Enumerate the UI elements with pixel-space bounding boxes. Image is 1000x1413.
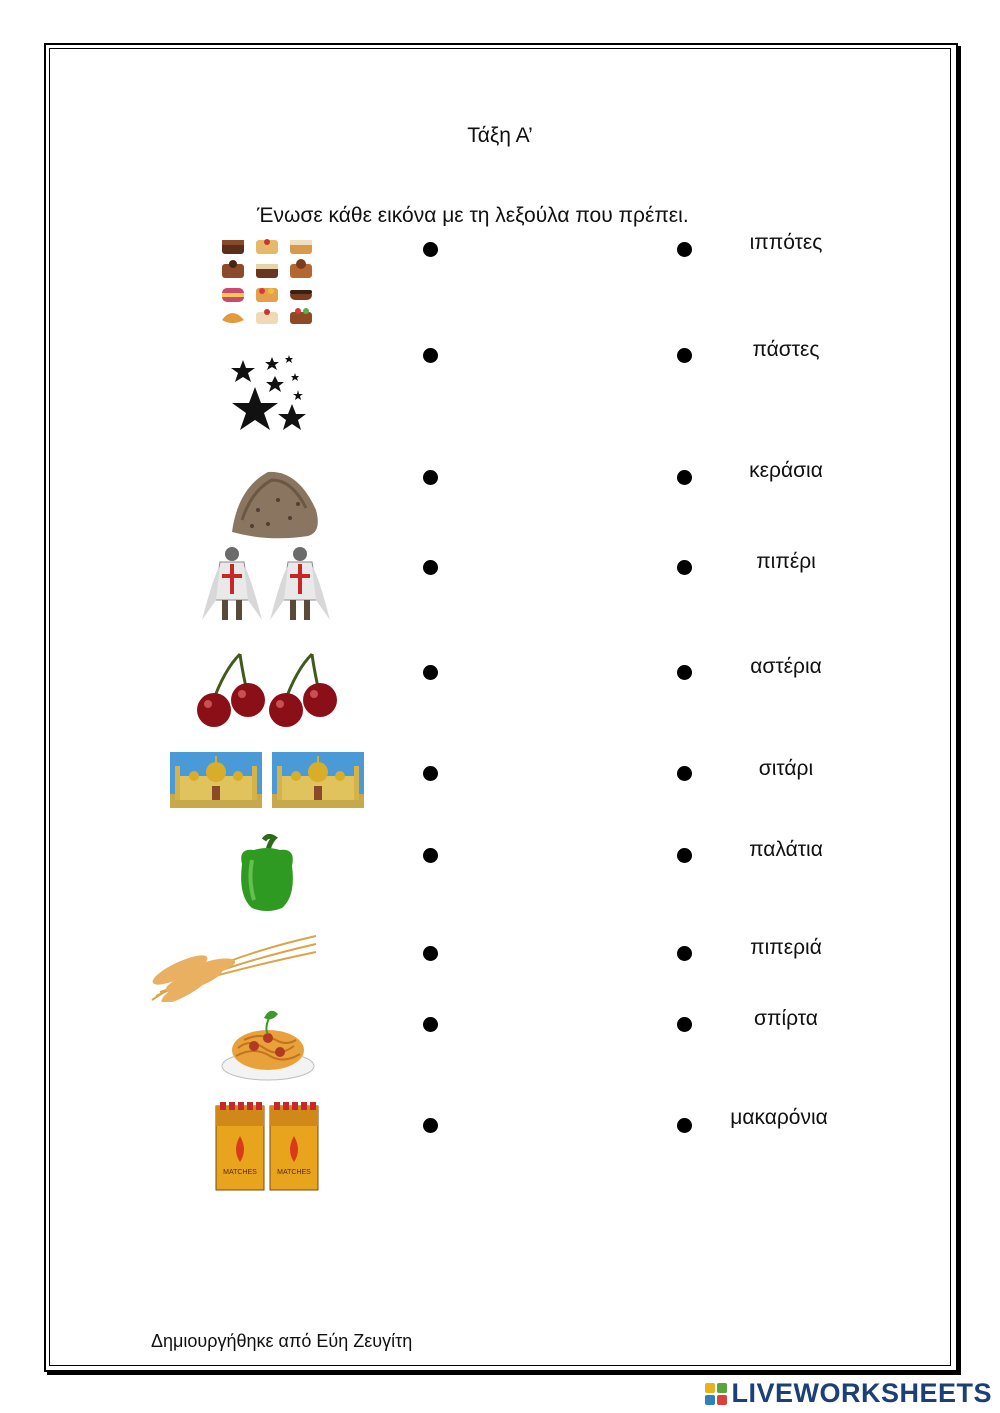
spaghetti-icon [220,1004,316,1082]
wheat-icon [150,930,320,1002]
word-label: πιπέρι [756,550,816,573]
stars-icon [226,354,310,438]
author-credit: Δημιουργήθηκε από Εύη Ζευγίτη [151,1331,413,1351]
word-label: κεράσια [749,459,823,482]
word-dot[interactable] [677,766,692,781]
picture-dot[interactable] [423,470,438,485]
word-dot[interactable] [677,946,692,961]
picture-dot[interactable] [423,242,438,257]
brand-name: LIVEWORKSHEETS [731,1378,992,1408]
picture-dot[interactable] [423,946,438,961]
word-label: παλάτια [749,838,823,861]
word-label: πιπεριά [750,936,822,959]
word-label: αστέρια [750,655,822,678]
matches-label: MATCHES [223,1169,257,1176]
word-label: σπίρτα [754,1007,818,1030]
picture-dot[interactable] [423,348,438,363]
picture-dot[interactable] [423,766,438,781]
word-dot[interactable] [677,470,692,485]
word-label: μακαρόνια [730,1106,828,1129]
green-pepper-icon [234,834,300,914]
knights-icon [198,544,336,626]
palaces-icon [170,752,366,810]
pastries-icon [218,236,318,328]
word-label: ιππότες [749,231,823,254]
word-dot[interactable] [677,848,692,863]
picture-dot[interactable] [423,848,438,863]
class-title: Τάξη Α’ [467,124,533,147]
picture-dot[interactable] [423,1118,438,1133]
word-label: πάστες [752,338,820,361]
word-dot[interactable] [677,665,692,680]
liveworksheets-brand [705,1378,992,1409]
word-dot[interactable] [677,348,692,363]
matches-icon [214,1102,322,1192]
word-dot[interactable] [677,242,692,257]
word-dot[interactable] [677,1017,692,1032]
word-dot[interactable] [677,560,692,575]
matches-label: MATCHES [277,1169,311,1176]
word-label: σιτάρι [758,757,814,780]
cherries-icon [194,650,340,730]
instruction: Ένωσε κάθε εικόνα με τη λεξούλα που πρέπει. [257,204,689,227]
picture-dot[interactable] [423,560,438,575]
picture-dot[interactable] [423,1017,438,1032]
liveworksheets-logo-icon [705,1383,727,1405]
picture-dot[interactable] [423,665,438,680]
pepper-powder-icon [228,460,324,540]
